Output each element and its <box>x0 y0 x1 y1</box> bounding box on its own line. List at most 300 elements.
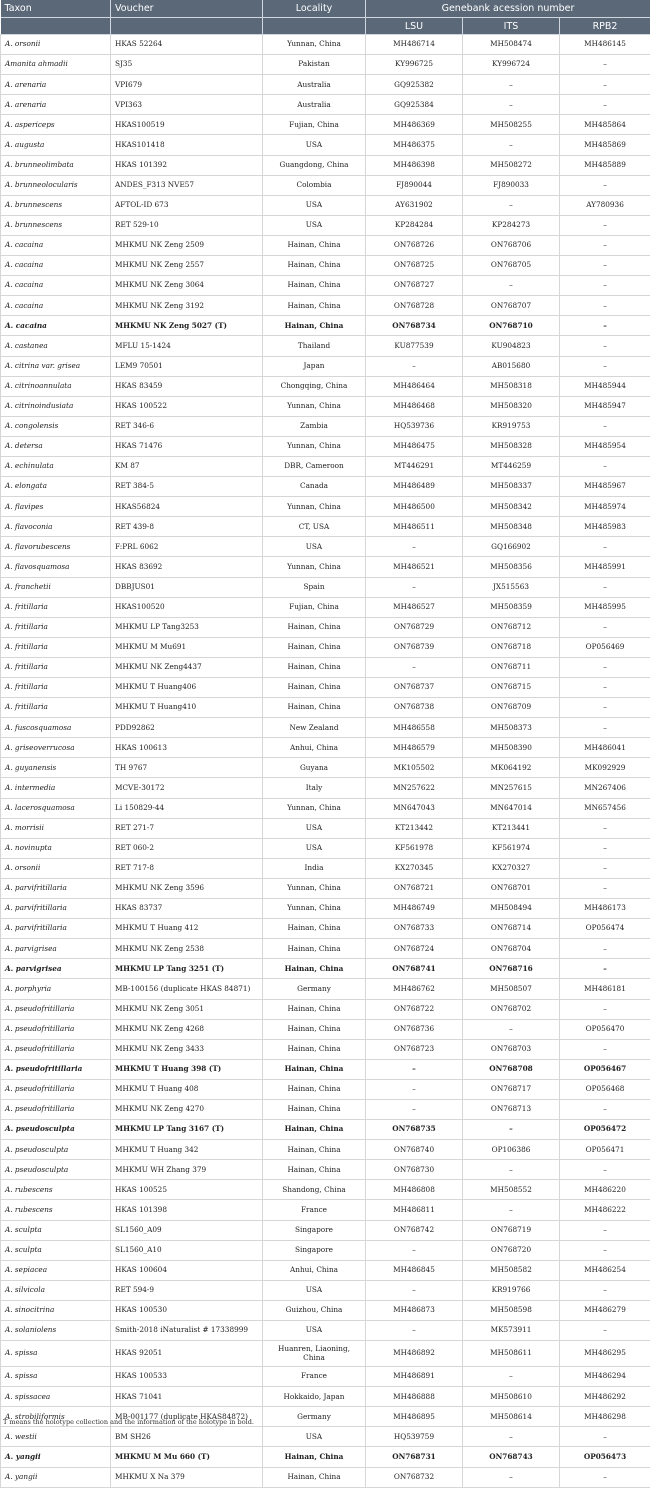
cell-lsu: ON768733 <box>366 919 463 939</box>
cell-voucher: RET 529-10 <box>111 215 263 235</box>
table-row <box>1 1367 650 1387</box>
cell-locality: Anhui, China <box>263 738 366 758</box>
cell-taxon: A. pseudofritillaria <box>1 999 111 1019</box>
cell-lsu: MH486895 <box>366 1407 463 1427</box>
cell-locality: Huanren, Liaoning, China <box>263 1341 366 1367</box>
table-row <box>1 1099 650 1119</box>
cell-voucher: SL1560_A09 <box>111 1220 263 1240</box>
cell-voucher: MHKMU WH Zhang 379 <box>111 1160 263 1180</box>
cell-voucher: MHKMU NK Zeng 3051 <box>111 999 263 1019</box>
table-row <box>1 256 650 276</box>
cell-locality: Hainan, China <box>263 678 366 698</box>
cell-taxon: A. congolensis <box>1 416 111 436</box>
cell-voucher: MHKMU NK Zeng 2557 <box>111 256 263 276</box>
cell-voucher: HKAS 71476 <box>111 436 263 456</box>
cell-voucher: MHKMU T Huang 398 (T) <box>111 1059 263 1079</box>
cell-locality: USA <box>263 537 366 557</box>
cell-voucher: HKAS 52264 <box>111 35 263 55</box>
cell-rpb2: – <box>560 718 650 738</box>
cell-its: MT446259 <box>463 456 560 476</box>
cell-locality: USA <box>263 1280 366 1300</box>
cell-voucher: MHKMU T Huang 342 <box>111 1140 263 1160</box>
table-row <box>1 296 650 316</box>
cell-voucher: MHKMU T Huang 412 <box>111 919 263 939</box>
cell-taxon: A. solaniolens <box>1 1321 111 1341</box>
cell-locality: Hainan, China <box>263 939 366 959</box>
cell-rpb2: – <box>560 577 650 597</box>
cell-taxon: A. fritillaria <box>1 637 111 657</box>
cell-rpb2: MH486041 <box>560 738 650 758</box>
cell-voucher: MFLU 15-1424 <box>111 336 263 356</box>
cell-rpb2: – <box>560 1240 650 1260</box>
cell-taxon: A. pseudofritillaria <box>1 1099 111 1119</box>
cell-voucher: MHKMU NK Zeng 3433 <box>111 1039 263 1059</box>
table-row <box>1 195 650 215</box>
cell-taxon: A. brunneolimbata <box>1 155 111 175</box>
table-row <box>1 818 650 838</box>
cell-taxon: A. pseudofritillaria <box>1 1059 111 1079</box>
cell-voucher: MB-001177 (duplicate HKAS84872) <box>111 1407 263 1427</box>
cell-taxon: A. cacaina <box>1 235 111 255</box>
header-genebank: Genebank acession number <box>366 0 650 18</box>
cell-lsu: ON768738 <box>366 698 463 718</box>
cell-voucher: RET 346-6 <box>111 416 263 436</box>
header-blank-3 <box>263 18 366 35</box>
cell-rpb2: – <box>560 838 650 858</box>
cell-locality: Hainan, China <box>263 637 366 657</box>
table-header <box>1 0 650 35</box>
cell-lsu: MH486749 <box>366 899 463 919</box>
cell-locality: Hainan, China <box>263 617 366 637</box>
cell-lsu: MH486873 <box>366 1300 463 1320</box>
cell-lsu: MH486489 <box>366 477 463 497</box>
cell-locality: Japan <box>263 356 366 376</box>
table-row <box>1 577 650 597</box>
cell-lsu: MN647043 <box>366 798 463 818</box>
cell-rpb2: – <box>560 55 650 75</box>
table-row <box>1 698 650 718</box>
cell-its: – <box>463 1467 560 1487</box>
cell-locality: France <box>263 1367 366 1387</box>
cell-taxon: A. brunneolocularis <box>1 175 111 195</box>
cell-lsu: ON768730 <box>366 1160 463 1180</box>
cell-lsu: MN257622 <box>366 778 463 798</box>
cell-its: ON768713 <box>463 1099 560 1119</box>
cell-locality: Yunnan, China <box>263 497 366 517</box>
cell-voucher: PDD92862 <box>111 718 263 738</box>
cell-lsu: ON768737 <box>366 678 463 698</box>
cell-lsu: – <box>366 1059 463 1079</box>
table-row <box>1 738 650 758</box>
cell-taxon: A. spissa <box>1 1367 111 1387</box>
cell-taxon: A. pseudofritillaria <box>1 1039 111 1059</box>
cell-its: ON768717 <box>463 1079 560 1099</box>
cell-taxon: A. cacaina <box>1 276 111 296</box>
cell-taxon: A. citrina var. grisea <box>1 356 111 376</box>
cell-taxon: A. fritillaria <box>1 597 111 617</box>
cell-locality: Spain <box>263 577 366 597</box>
table-row <box>1 999 650 1019</box>
cell-rpb2: – <box>560 336 650 356</box>
cell-taxon: A. citrinoannulata <box>1 376 111 396</box>
cell-locality: France <box>263 1200 366 1220</box>
cell-locality: Hainan, China <box>263 1160 366 1180</box>
cell-voucher: MHKMU T Huang406 <box>111 678 263 698</box>
cell-lsu: FJ890044 <box>366 175 463 195</box>
cell-its: MH508255 <box>463 115 560 135</box>
cell-lsu: MH486808 <box>366 1180 463 1200</box>
cell-its: ON768711 <box>463 657 560 677</box>
cell-rpb2: OP056472 <box>560 1120 650 1140</box>
cell-rpb2: MK092929 <box>560 758 650 778</box>
table-row <box>1 1039 650 1059</box>
cell-locality: USA <box>263 818 366 838</box>
cell-its: ON768709 <box>463 698 560 718</box>
header-lsu: LSU <box>366 18 463 35</box>
cell-rpb2: MH485995 <box>560 597 650 617</box>
cell-locality: Hokkaido, Japan <box>263 1387 366 1407</box>
cell-its: ON768702 <box>463 999 560 1019</box>
cell-its: – <box>463 1160 560 1180</box>
cell-rpb2: – <box>560 276 650 296</box>
cell-lsu: MH486888 <box>366 1387 463 1407</box>
table-row <box>1 1300 650 1320</box>
cell-rpb2: – <box>560 1321 650 1341</box>
table-row <box>1 1260 650 1280</box>
cell-voucher: KM 87 <box>111 456 263 476</box>
cell-its: ON768704 <box>463 939 560 959</box>
cell-rpb2: MH486294 <box>560 1367 650 1387</box>
table-row <box>1 1447 650 1467</box>
cell-rpb2: MH486145 <box>560 35 650 55</box>
cell-taxon: A. yangii <box>1 1447 111 1467</box>
cell-its: ON768707 <box>463 296 560 316</box>
cell-rpb2: MH486279 <box>560 1300 650 1320</box>
table-row <box>1 718 650 738</box>
cell-lsu: MH486811 <box>366 1200 463 1220</box>
cell-lsu: MH486558 <box>366 718 463 738</box>
cell-voucher: HKAS 101392 <box>111 155 263 175</box>
table-row <box>1 376 650 396</box>
cell-taxon: A. sinocitrina <box>1 1300 111 1320</box>
cell-rpb2: MH485967 <box>560 477 650 497</box>
cell-its: MK064192 <box>463 758 560 778</box>
table-row <box>1 678 650 698</box>
cell-taxon: A. pseudosculpta <box>1 1120 111 1140</box>
cell-locality: Yunnan, China <box>263 557 366 577</box>
cell-lsu: MH486845 <box>366 1260 463 1280</box>
cell-lsu: MH486579 <box>366 738 463 758</box>
cell-rpb2: OP056469 <box>560 637 650 657</box>
cell-voucher: HKAS 83737 <box>111 899 263 919</box>
cell-its: MH508610 <box>463 1387 560 1407</box>
cell-its: ON768718 <box>463 637 560 657</box>
cell-rpb2: – <box>560 215 650 235</box>
table-row <box>1 1280 650 1300</box>
cell-its: JX515563 <box>463 577 560 597</box>
cell-locality: Hainan, China <box>263 919 366 939</box>
cell-locality: Hainan, China <box>263 256 366 276</box>
cell-its: ON768716 <box>463 959 560 979</box>
cell-lsu: MH486369 <box>366 115 463 135</box>
cell-rpb2: MH486181 <box>560 979 650 999</box>
table-row <box>1 637 650 657</box>
cell-its: ON768720 <box>463 1240 560 1260</box>
cell-voucher: AFTOL-ID 673 <box>111 195 263 215</box>
cell-lsu: HQ539759 <box>366 1427 463 1447</box>
table-row <box>1 778 650 798</box>
cell-taxon: A. rubescens <box>1 1180 111 1200</box>
table-row <box>1 55 650 75</box>
cell-locality: Germany <box>263 1407 366 1427</box>
header-blank-1 <box>1 18 111 35</box>
cell-lsu: MK105502 <box>366 758 463 778</box>
table-row <box>1 95 650 115</box>
cell-its: KY996724 <box>463 55 560 75</box>
table-body <box>1 35 650 1488</box>
cell-locality: Hainan, China <box>263 698 366 718</box>
cell-taxon: A. fritillaria <box>1 617 111 637</box>
cell-voucher: LEM9 70501 <box>111 356 263 376</box>
table-row <box>1 1120 650 1140</box>
cell-lsu: ON768721 <box>366 878 463 898</box>
cell-lsu: ON768723 <box>366 1039 463 1059</box>
cell-its: MH508614 <box>463 1407 560 1427</box>
cell-taxon: A. griseoverrucosa <box>1 738 111 758</box>
cell-taxon: A. sepiacea <box>1 1260 111 1280</box>
cell-locality: Yunnan, China <box>263 35 366 55</box>
table-row <box>1 456 650 476</box>
cell-its: KX270327 <box>463 858 560 878</box>
cell-its: MH508318 <box>463 376 560 396</box>
cell-voucher: MHKMU T Huang410 <box>111 698 263 718</box>
cell-its: MH508390 <box>463 738 560 758</box>
cell-voucher: VPI679 <box>111 75 263 95</box>
cell-voucher: MB-100156 (duplicate HKAS 84871) <box>111 979 263 999</box>
cell-lsu: KX270345 <box>366 858 463 878</box>
cell-lsu: ON768740 <box>366 1140 463 1160</box>
header-taxon: Taxon <box>1 0 111 18</box>
cell-lsu: ON768727 <box>366 276 463 296</box>
table-row <box>1 557 650 577</box>
cell-taxon: A. franchetii <box>1 577 111 597</box>
table-row <box>1 75 650 95</box>
header-locality: Locality <box>263 0 366 18</box>
cell-its: ON768715 <box>463 678 560 698</box>
cell-voucher: HKAS 83459 <box>111 376 263 396</box>
cell-its: MH508552 <box>463 1180 560 1200</box>
cell-locality: Guyana <box>263 758 366 778</box>
cell-voucher: MHKMU X Na 379 <box>111 1467 263 1487</box>
cell-taxon: A. elongata <box>1 477 111 497</box>
cell-voucher: HKAS 100533 <box>111 1367 263 1387</box>
cell-rpb2: – <box>560 878 650 898</box>
cell-rpb2: AY780936 <box>560 195 650 215</box>
table-row <box>1 115 650 135</box>
cell-rpb2: – <box>560 1280 650 1300</box>
cell-lsu: – <box>366 1079 463 1099</box>
table-row <box>1 356 650 376</box>
cell-its: ON768706 <box>463 235 560 255</box>
cell-taxon: A. flavosquamosa <box>1 557 111 577</box>
table-row <box>1 878 650 898</box>
cell-rpb2: – <box>560 296 650 316</box>
cell-rpb2: – <box>560 939 650 959</box>
cell-its: ON768705 <box>463 256 560 276</box>
cell-rpb2: – <box>560 1220 650 1240</box>
cell-lsu: ON768734 <box>366 316 463 336</box>
table-row <box>1 798 650 818</box>
cell-taxon: A. intermedia <box>1 778 111 798</box>
cell-rpb2: OP056470 <box>560 1019 650 1039</box>
cell-voucher: MHKMU NK Zeng 3596 <box>111 878 263 898</box>
cell-taxon: A. sculpta <box>1 1240 111 1260</box>
cell-its: ON768743 <box>463 1447 560 1467</box>
cell-locality: Yunnan, China <box>263 396 366 416</box>
cell-its: MH508373 <box>463 718 560 738</box>
cell-locality: Fujian, China <box>263 597 366 617</box>
table-row <box>1 838 650 858</box>
cell-taxon: A. brunnescens <box>1 195 111 215</box>
cell-its: MH508611 <box>463 1341 560 1367</box>
cell-its: ON768703 <box>463 1039 560 1059</box>
cell-rpb2: MH485889 <box>560 155 650 175</box>
cell-lsu: – <box>366 1099 463 1119</box>
cell-rpb2: – <box>560 1160 650 1180</box>
header-its: ITS <box>463 18 560 35</box>
cell-its: – <box>463 1367 560 1387</box>
cell-lsu: – <box>366 1321 463 1341</box>
cell-its: ON768708 <box>463 1059 560 1079</box>
cell-voucher: HKAS 92051 <box>111 1341 263 1367</box>
cell-taxon: A. echinulata <box>1 456 111 476</box>
cell-rpb2: – <box>560 617 650 637</box>
cell-lsu: KU877539 <box>366 336 463 356</box>
cell-its: MH508507 <box>463 979 560 999</box>
cell-its: – <box>463 1200 560 1220</box>
cell-voucher: BM SH26 <box>111 1427 263 1447</box>
cell-voucher: MHKMU T Huang 408 <box>111 1079 263 1099</box>
cell-taxon: A. strobiliformis <box>1 1407 111 1427</box>
cell-locality: Italy <box>263 778 366 798</box>
cell-lsu: HQ539736 <box>366 416 463 436</box>
cell-rpb2: MH485869 <box>560 135 650 155</box>
cell-voucher: RET 384-5 <box>111 477 263 497</box>
cell-voucher: MHKMU NK Zeng 3192 <box>111 296 263 316</box>
table-row <box>1 497 650 517</box>
cell-taxon: A. fuscosquamosa <box>1 718 111 738</box>
table-row <box>1 858 650 878</box>
table-row <box>1 436 650 456</box>
cell-taxon: A. pseudofritillaria <box>1 1079 111 1099</box>
cell-locality: Yunnan, China <box>263 878 366 898</box>
table-row <box>1 1200 650 1220</box>
cell-rpb2: – <box>560 818 650 838</box>
cell-taxon: A. flavorubescens <box>1 537 111 557</box>
cell-voucher: MHKMU NK Zeng 4268 <box>111 1019 263 1039</box>
cell-lsu: – <box>366 577 463 597</box>
cell-locality: Hainan, China <box>263 1059 366 1079</box>
table-row <box>1 597 650 617</box>
cell-lsu: MH486891 <box>366 1367 463 1387</box>
cell-taxon: A. cacaina <box>1 296 111 316</box>
cell-taxon: A. fritillaria <box>1 657 111 677</box>
cell-voucher: HKAS56824 <box>111 497 263 517</box>
cell-voucher: RET 060-2 <box>111 838 263 858</box>
cell-lsu: KY996725 <box>366 55 463 75</box>
table-footnote: T means the holotype collection and the information of the holotype in bold. <box>3 1418 254 1426</box>
cell-rpb2: – <box>560 175 650 195</box>
cell-voucher: HKAS 100525 <box>111 1180 263 1200</box>
cell-its: MH508494 <box>463 899 560 919</box>
header-rpb2: RPB2 <box>560 18 650 35</box>
cell-voucher: HKAS100519 <box>111 115 263 135</box>
table-row <box>1 657 650 677</box>
cell-taxon: A. pseudosculpta <box>1 1160 111 1180</box>
cell-taxon: A. arenaria <box>1 75 111 95</box>
cell-lsu: MH486511 <box>366 517 463 537</box>
cell-locality: Hainan, China <box>263 1467 366 1487</box>
cell-rpb2: MH486222 <box>560 1200 650 1220</box>
cell-locality: USA <box>263 195 366 215</box>
cell-its: KU904823 <box>463 336 560 356</box>
cell-voucher: Smith-2018 iNaturalist # 17338999 <box>111 1321 263 1341</box>
cell-locality: Hainan, China <box>263 999 366 1019</box>
cell-rpb2: – <box>560 316 650 336</box>
cell-voucher: MHKMU NK Zeng 2538 <box>111 939 263 959</box>
cell-locality: Yunnan, China <box>263 899 366 919</box>
cell-its: – <box>463 1427 560 1447</box>
cell-taxon: A. flavipes <box>1 497 111 517</box>
table-row <box>1 1019 650 1039</box>
cell-locality: Hainan, China <box>263 1140 366 1160</box>
cell-lsu: MH486464 <box>366 376 463 396</box>
cell-its: ON768710 <box>463 316 560 336</box>
cell-locality: Hainan, China <box>263 1120 366 1140</box>
table-row <box>1 316 650 336</box>
cell-locality: Guangdong, China <box>263 155 366 175</box>
cell-its: FJ890033 <box>463 175 560 195</box>
cell-its: MH508356 <box>463 557 560 577</box>
cell-voucher: MHKMU M Mu691 <box>111 637 263 657</box>
cell-locality: USA <box>263 135 366 155</box>
cell-taxon: A. brunnescens <box>1 215 111 235</box>
header-blank-2 <box>111 18 263 35</box>
cell-its: MH508582 <box>463 1260 560 1280</box>
cell-locality: Yunnan, China <box>263 798 366 818</box>
cell-its: MH508598 <box>463 1300 560 1320</box>
table-row <box>1 939 650 959</box>
table-row <box>1 396 650 416</box>
cell-taxon: A. citrinoindusiata <box>1 396 111 416</box>
cell-locality: USA <box>263 1321 366 1341</box>
cell-locality: India <box>263 858 366 878</box>
cell-taxon: A. parvifritillaria <box>1 919 111 939</box>
cell-lsu: ON768739 <box>366 637 463 657</box>
cell-taxon: A. porphyria <box>1 979 111 999</box>
cell-its: AB015680 <box>463 356 560 376</box>
header-voucher: Voucher <box>111 0 263 18</box>
table-row <box>1 979 650 999</box>
cell-voucher: HKAS 71041 <box>111 1387 263 1407</box>
cell-locality: Hainan, China <box>263 959 366 979</box>
cell-voucher: HKAS 100530 <box>111 1300 263 1320</box>
cell-rpb2: – <box>560 678 650 698</box>
cell-locality: Zambia <box>263 416 366 436</box>
cell-taxon: A. fritillaria <box>1 678 111 698</box>
cell-locality: Hainan, China <box>263 235 366 255</box>
table-row <box>1 1079 650 1099</box>
